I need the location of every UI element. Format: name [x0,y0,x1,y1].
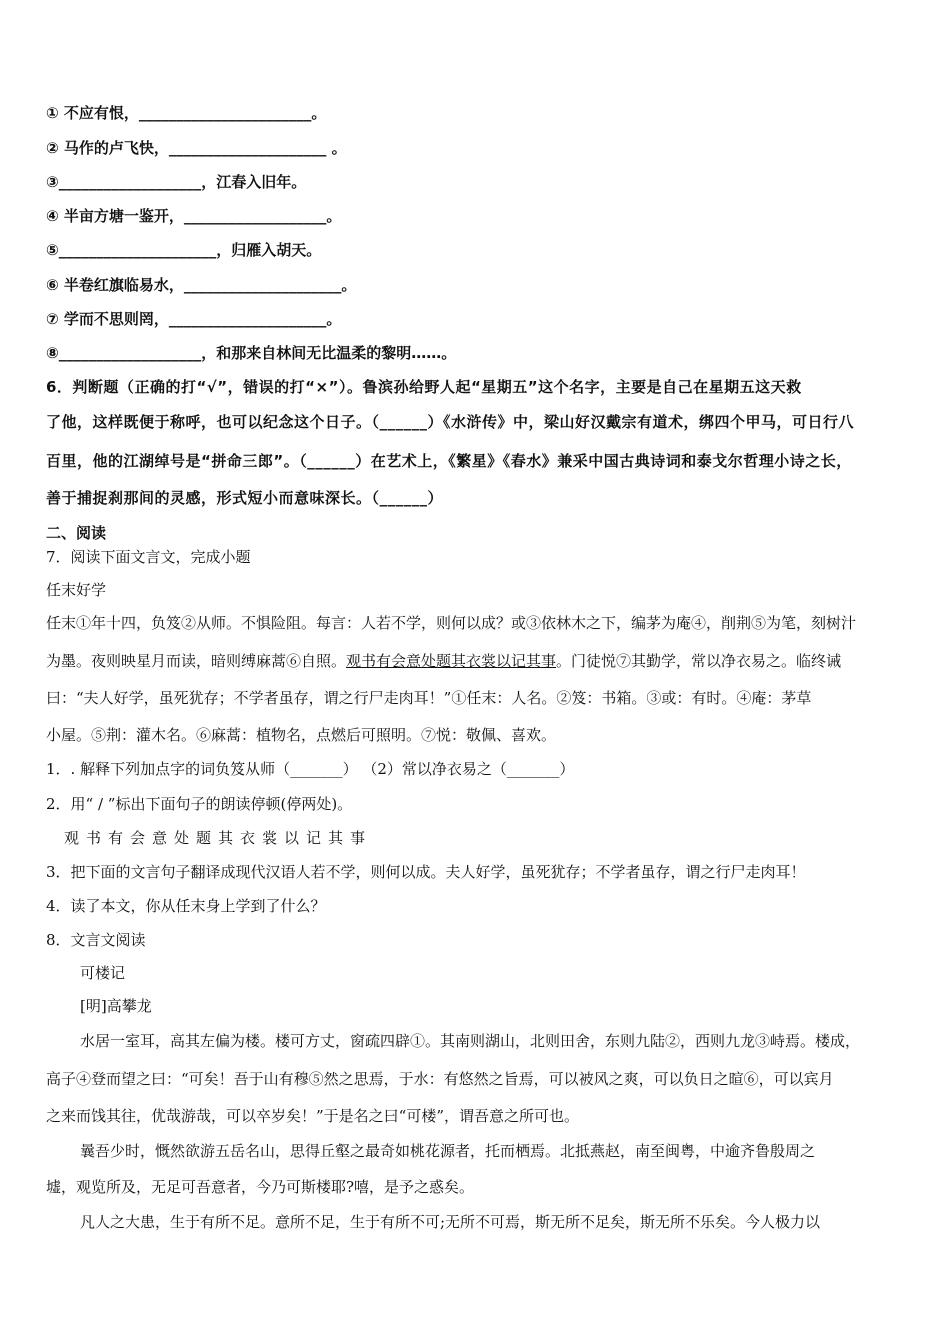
fill-in-line-3: ③___________________，江春入旧年。 [46,173,307,191]
q7-sub-1: 1．. 解释下列加点字的词负笈从师（_______） （2）常以净衣易之（_______） [46,760,575,778]
fill-in-line-4: ④ 半亩方塘一鉴开，___________________。 [46,207,342,225]
q6-line-4: 善于捕捉刹那间的灵感，形式短小而意味深长。（______） [46,489,444,507]
q8-author: [明]高攀龙 [80,997,152,1015]
q8-p3-line-1: 凡人之大患，生于有所不足。意所不足，生于有所不可;无所不可焉，斯无所不足矣，斯无所不乐矣。今人极力以 [80,1213,821,1231]
section-heading-reading: 二、阅读 [46,524,107,542]
q8-p2-line-1: 曩吾少时，慨然欲游五岳名山，思得丘壑之最奇如桃花源者，托而栖焉。北抵燕赵，南至闽粤，中逾齐鲁殷周之 [80,1142,816,1160]
q7-passage-line-4: 小屋。⑤荆：灌木名。⑥麻蒿：植物名，点燃后可照明。⑦悦：敬佩、喜欢。 [46,726,557,744]
q6-line-3: 百里，他的江湖绰号是“拼命三郎”。（______）在艺术上，《繁星》《春水》兼采中国古典诗词和泰戈尔哲理小诗之长， [46,452,852,470]
q8-p1-line-2: 高子④登而望之曰：“可矣！吾于山有穆⑤然之思焉，于水：有悠然之旨焉，可以被风之爽，可以负日之暄⑥，可以宾月 [46,1070,834,1088]
fill-in-line-7: ⑦ 学而不思则罔，_____________________。 [46,310,342,328]
q8-intro: 8．文言文阅读 [46,931,146,949]
q7-sub-2-sentence: 观书有会意处题其衣裳以记其事 [64,829,373,847]
q8-passage-title: 可楼记 [80,964,126,982]
q8-p1-line-1: 水居一室耳，高其左偏为楼。楼可方丈，窗疏四辟①。其南则湖山，北则田舍，东则九陆②，西则九龙③峙焉。楼成， [80,1032,861,1050]
q7-passage-line-3: 曰：“夫人好学，虽死犹存；不学者虽存，谓之行尸走肉耳！”①任末：人名。②笈：书箱。③或：有时。④庵：茅草 [46,689,812,707]
fill-in-line-5: ⑤_____________________，归雁入胡天。 [46,241,322,259]
q8-p2-line-2: 墟，观览所及，无足可吾意者，今乃可斯楼耶?嘻，是予之惑矣。 [46,1178,475,1196]
fill-in-line-2: ② 马作的卢飞快，_____________________ 。 [46,139,347,157]
q7-passage-line-1: 任末①年十四，负笈②从师。不惧险阻。每言：人若不学，则何以成？或③依林木之下，编茅为庵④，削荆⑤为笔，刻树汁 [46,614,857,632]
q6-line-2: 了他，这样既便于称呼，也可以纪念这个日子。（______）《水浒传》中，梁山好汉戴宗有道术，绑四个甲马，可日行八 [46,413,855,431]
q7-passage-line-2 [46,651,841,671]
q7-intro: 7．阅读下面文言文，完成小题 [46,548,251,566]
q8-p1-line-3: 之来而饯其往，优哉游哉，可以卒岁矣！”于是名之曰“可楼”，谓吾意之所可也。 [46,1107,580,1125]
q7-passage-line-2-post: 。门徒悦⑦其勤学，常以净衣易之。临终诫 [556,652,842,670]
q7-passage-line-2-pre: 为墨。夜则映星月而读，暗则缚麻蒿⑥自照。 [46,652,347,670]
q7-passage-title: 任末好学 [46,581,107,599]
q7-underlined-sentence: 观书有会意处题其衣裳以记其事 [346,652,557,670]
fill-in-line-8: ⑧___________________，和那来自林间无比温柔的黎明……。 [46,344,457,362]
q7-sub-2: 2．用“ / ”标出下面句子的朗读停顿(停两处)。 [46,795,353,813]
q7-sub-3: 3．把下面的文言句子翻译成现代汉语人若不学，则何以成。夫人好学，虽死犹存；不学者虽存，谓之行尸走肉耳！ [46,863,806,881]
q6-line-1: 6．判断题（正确的打“√”，错误的打“×”）。鲁滨孙给野人起“星期五”这个名字，主要是自己在星期五这天救 [46,378,802,396]
fill-in-line-6: ⑥ 半卷红旗临易水，_____________________。 [46,276,357,294]
fill-in-line-1: ① 不应有恨，_______________________。 [46,104,327,122]
q7-sub-4: 4．读了本文，你从任末身上学到了什么？ [46,897,326,915]
